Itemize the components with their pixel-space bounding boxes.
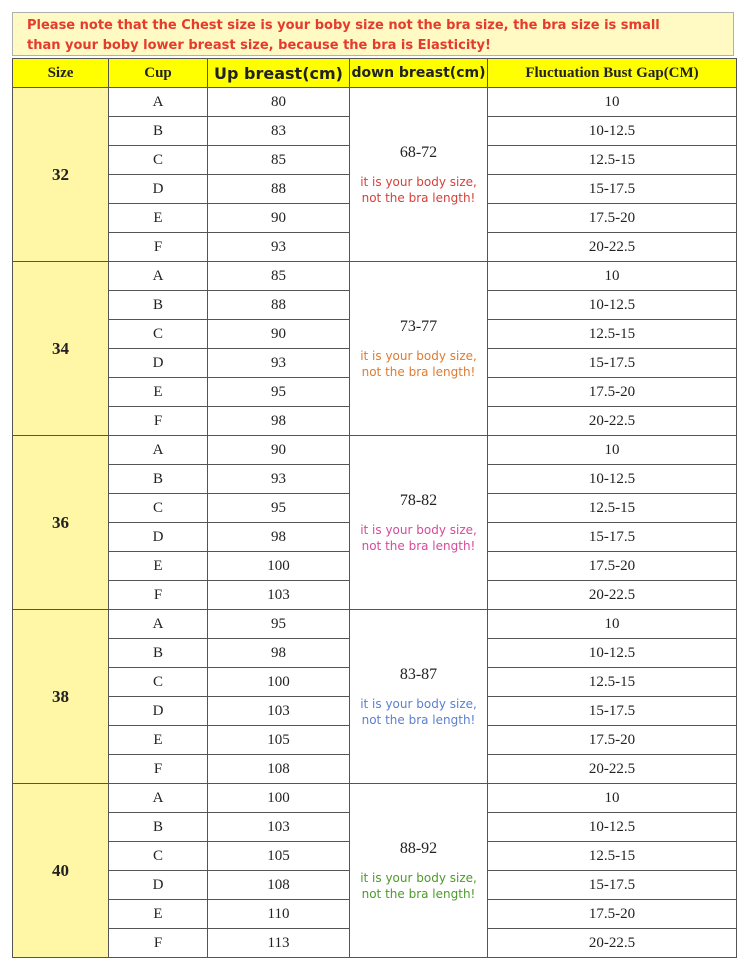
up-breast-cell: 103 (208, 813, 350, 842)
body-size-note-line-2: not the bra length! (361, 712, 476, 727)
body-size-note-line-2: not the bra length! (361, 886, 476, 901)
fluctuation-gap-cell: 15-17.5 (488, 175, 737, 204)
cup-cell: F (109, 581, 208, 610)
band-size-cell: 32 (13, 88, 109, 262)
fluctuation-gap-cell: 10 (488, 436, 737, 465)
header-up-breast: Up breast(cm) (208, 59, 350, 88)
fluctuation-gap-cell: 17.5-20 (488, 204, 737, 233)
fluctuation-gap-cell: 15-17.5 (488, 523, 737, 552)
cup-cell: E (109, 204, 208, 233)
up-breast-cell: 110 (208, 900, 350, 929)
down-breast-cell (350, 88, 488, 262)
up-breast-cell: 85 (208, 146, 350, 175)
body-size-note-line-2: not the bra length! (361, 190, 476, 205)
down-breast-cell (350, 436, 488, 610)
cup-cell: A (109, 262, 208, 291)
fluctuation-gap-cell: 12.5-15 (488, 668, 737, 697)
up-breast-cell: 100 (208, 784, 350, 813)
cup-cell: A (109, 88, 208, 117)
up-breast-cell: 105 (208, 726, 350, 755)
cup-cell: E (109, 900, 208, 929)
cup-cell: A (109, 436, 208, 465)
up-breast-cell: 93 (208, 233, 350, 262)
fluctuation-gap-cell: 17.5-20 (488, 900, 737, 929)
fluctuation-gap-cell: 20-22.5 (488, 755, 737, 784)
table-row (13, 262, 737, 291)
up-breast-cell: 100 (208, 552, 350, 581)
fluctuation-gap-cell: 15-17.5 (488, 349, 737, 378)
cup-cell: B (109, 639, 208, 668)
fluctuation-gap-cell: 15-17.5 (488, 697, 737, 726)
body-size-note-line-1: it is your body size, (360, 174, 477, 189)
size-chart-table (12, 58, 737, 958)
up-breast-cell: 88 (208, 175, 350, 204)
cup-cell: D (109, 697, 208, 726)
up-breast-cell: 83 (208, 117, 350, 146)
fluctuation-gap-cell: 12.5-15 (488, 494, 737, 523)
body-size-note-line-1: it is your body size, (360, 348, 477, 363)
up-breast-cell: 98 (208, 407, 350, 436)
cup-cell: A (109, 784, 208, 813)
fluctuation-gap-cell: 10-12.5 (488, 465, 737, 494)
up-breast-cell: 90 (208, 320, 350, 349)
cup-cell: B (109, 117, 208, 146)
size-chart-body (13, 88, 737, 958)
cup-cell: D (109, 175, 208, 204)
cup-cell: C (109, 494, 208, 523)
up-breast-cell: 98 (208, 639, 350, 668)
table-row (13, 436, 737, 465)
cup-cell: E (109, 378, 208, 407)
cup-cell: F (109, 407, 208, 436)
fluctuation-gap-cell: 20-22.5 (488, 233, 737, 262)
fluctuation-gap-cell: 10 (488, 88, 737, 117)
down-breast-range: 68-72 (399, 143, 438, 161)
notice-line-1: Please note that the Chest size is your boby size not the bra size, the bra size is small (27, 18, 660, 33)
fluctuation-gap-cell: 20-22.5 (488, 407, 737, 436)
up-breast-cell: 93 (208, 349, 350, 378)
fluctuation-gap-cell: 10 (488, 262, 737, 291)
down-breast-cell (350, 784, 488, 958)
cup-cell: D (109, 871, 208, 900)
fluctuation-gap-cell: 17.5-20 (488, 552, 737, 581)
up-breast-cell: 93 (208, 465, 350, 494)
up-breast-cell: 98 (208, 523, 350, 552)
fluctuation-gap-cell: 10 (488, 784, 737, 813)
cup-cell: F (109, 755, 208, 784)
cup-cell: B (109, 465, 208, 494)
up-breast-cell: 90 (208, 436, 350, 465)
up-breast-cell: 103 (208, 697, 350, 726)
up-breast-cell: 108 (208, 755, 350, 784)
cup-cell: F (109, 929, 208, 958)
down-breast-range: 73-77 (399, 317, 438, 335)
fluctuation-gap-cell: 12.5-15 (488, 320, 737, 349)
header-row (13, 59, 737, 88)
down-breast-range: 78-82 (399, 491, 438, 509)
fluctuation-gap-cell: 10-12.5 (488, 639, 737, 668)
cup-cell: E (109, 726, 208, 755)
table-row (13, 88, 737, 117)
table-row (13, 610, 737, 639)
band-size-cell: 38 (13, 610, 109, 784)
body-size-note-line-2: not the bra length! (361, 538, 476, 553)
table-row (13, 784, 737, 813)
cup-cell: C (109, 842, 208, 871)
fluctuation-gap-cell: 20-22.5 (488, 929, 737, 958)
body-size-note-line-1: it is your body size, (360, 522, 477, 537)
down-breast-range: 83-87 (399, 665, 438, 683)
up-breast-cell: 100 (208, 668, 350, 697)
fluctuation-gap-cell: 10 (488, 610, 737, 639)
up-breast-cell: 88 (208, 291, 350, 320)
fluctuation-gap-cell: 10-12.5 (488, 291, 737, 320)
band-size-cell: 34 (13, 262, 109, 436)
fluctuation-gap-cell: 15-17.5 (488, 871, 737, 900)
cup-cell: C (109, 668, 208, 697)
up-breast-cell: 85 (208, 262, 350, 291)
up-breast-cell: 95 (208, 378, 350, 407)
up-breast-cell: 103 (208, 581, 350, 610)
cup-cell: F (109, 233, 208, 262)
body-size-note-line-2: not the bra length! (361, 364, 476, 379)
fluctuation-gap-cell: 17.5-20 (488, 726, 737, 755)
band-size-cell: 36 (13, 436, 109, 610)
up-breast-cell: 95 (208, 494, 350, 523)
up-breast-cell: 108 (208, 871, 350, 900)
fluctuation-gap-cell: 10-12.5 (488, 117, 737, 146)
body-size-note-line-1: it is your body size, (360, 870, 477, 885)
cup-cell: C (109, 146, 208, 175)
down-breast-range: 88-92 (399, 839, 438, 857)
cup-cell: B (109, 291, 208, 320)
fluctuation-gap-cell: 12.5-15 (488, 842, 737, 871)
fluctuation-gap-cell: 10-12.5 (488, 813, 737, 842)
up-breast-cell: 105 (208, 842, 350, 871)
header-size: Size (13, 59, 109, 88)
fluctuation-gap-cell: 20-22.5 (488, 581, 737, 610)
band-size-cell: 40 (13, 784, 109, 958)
down-breast-cell (350, 610, 488, 784)
up-breast-cell: 90 (208, 204, 350, 233)
up-breast-cell: 113 (208, 929, 350, 958)
header-fluctuation-gap: Fluctuation Bust Gap(CM) (488, 59, 737, 88)
notice-line-2: than your boby lower breast size, because the bra is Elasticity! (27, 38, 491, 53)
cup-cell: B (109, 813, 208, 842)
fluctuation-gap-cell: 12.5-15 (488, 146, 737, 175)
header-down-breast: down breast(cm) (350, 59, 488, 88)
body-size-note-line-1: it is your body size, (360, 696, 477, 711)
notice-banner (12, 12, 734, 56)
cup-cell: A (109, 610, 208, 639)
cup-cell: E (109, 552, 208, 581)
up-breast-cell: 95 (208, 610, 350, 639)
cup-cell: D (109, 523, 208, 552)
down-breast-cell (350, 262, 488, 436)
cup-cell: C (109, 320, 208, 349)
cup-cell: D (109, 349, 208, 378)
fluctuation-gap-cell: 17.5-20 (488, 378, 737, 407)
up-breast-cell: 80 (208, 88, 350, 117)
header-cup: Cup (109, 59, 208, 88)
